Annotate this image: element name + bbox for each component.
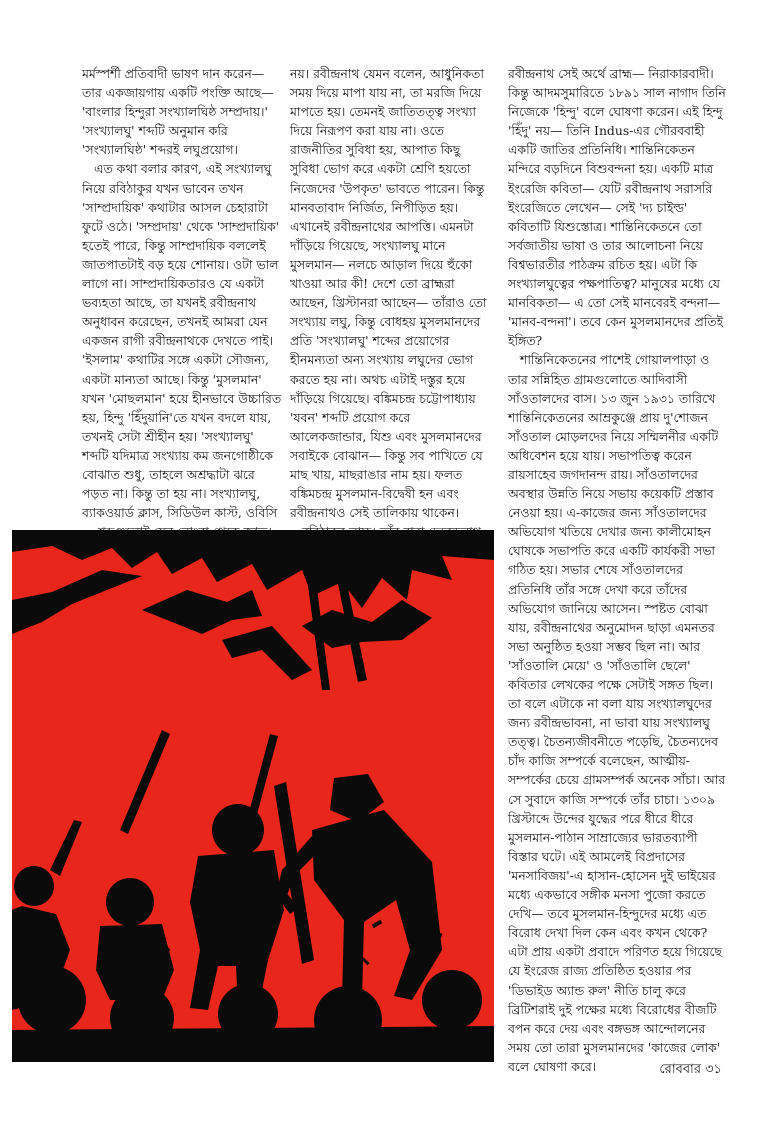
illustration — [12, 530, 494, 1062]
article-paragraph: এত কথা বলার কারণ, এই সংখ্যালঘু নিয়ে রবিঠাকুর যখন ভাবেন তখন 'সাম্প্রদায়িক' কথাটার আসল চেহারাটা ফুটে ওঠে। 'সম্প্রদায়' থেকে 'সাম্প্রদায়িক' হতেই পারে, কিন্তু সাম্প্রদায়িক বললেই জাতপাতটাই বড় হয়ে শোনায়। ওটা ভাল লাগে না। সাম্প্রদায়িকতারও যে একটা ভব্যহতা আছে, তা যখনই রবীন্দ্রনাথ অনুধাবন করেছেন, তখনই আমরা যেন একজন রাগী রবীন্দ্রনাথকে দেখতে পাই। 'ইসলাম' কথাটির সঙ্গে একটা সৌজন্য, একটা মান্যতা আছে। কিন্তু 'মুসলমান' যখন 'মোছলমান' হয়ে হীনভাবে উচ্চারিত হয়, হিন্দু 'হিঁদুয়ানি'তে যখন বদলে যায়, তখনই সেটা শ্রীহীন হয়। 'সংখ্যালঘু' শব্দটি যদিমাত্র সংখ্যায় কম জনগোষ্ঠীকে বোঝাত শুধু, তাহলে অশ্রদ্ধাটা ঝরে পড়ত না। কিন্তু তা হয় না। সংখ্যালঘু, ব্যাকওয়ার্ড ক্লাস, সিডিউল কাস্ট, ওবিসি — [82, 161, 282, 521]
article-column-1 — [82, 64, 282, 560]
page-footer: রোববার ৩১ — [659, 1062, 722, 1077]
article-paragraph: শান্তিনিকেতনের পাশেই গোয়ালপাড়া ও তার সন্নিহিত গ্রামগুলোতে আদিবাসী সাঁওতালদের বাস। ১৩ জুন ১৯৩১ তারিখে শান্তিনিকেতনের আম্রকুঞ্জে প্রায় দু'শোজন সাঁওতাল মোড়লদের নিয়ে সম্মিলনীর একটি অধিবেশন হয়ে যায়। সভাপতিত্ব করেন রায়সাহেব জগদানন্দ রায়। সাঁওতালদের অবস্থার উন্নতি নিয়ে সভায় কয়েকটি প্রস্তাব নেওয়া হয়। এ-কাজের জন্য সাঁওতালদের অভিযোগ খতিয়ে দেখার জন্য কালীমোহন ঘোষকে সভাপতি করে একটি কার্যকরী সভা গঠিত হয়। সভার শেষে সাঁওতালদের প্রতিনিধি তাঁর সঙ্গে দেখা করে তাঁদের অভিযোগ জানিয়ে আসেন। স্পষ্টত বোঝা যায়, রবীন্দ্রনাথের অনুমোদন ছাড়া এমনতর সভা অনুষ্ঠিত হওয়া সম্ভব ছিল না। আর 'সাঁওতালি মেয়ে' ও 'সাঁওতালি ছেলে' কবিতার লেখকের পক্ষে সেটাই সঙ্গত ছিল। তা বলে এটাকে না বলা যায় সংখ্যালঘুদের জন্য রবীন্দ্রভাবনা, না ভাবা যায় সংখ্যালঘু তত্ত্ব। চৈতন্যজীবনীতে পড়েছি, চৈতন্যদেব চাঁদ কাজি সম্পর্কে বলেছেন, আত্মীয়-সম্পর্কের চেয়ে গ্রামসম্পর্ক অনেক সাঁচা। আর সে সুবাদে কাজি সম্পর্কে তাঁর চাচা। ১৩০৯ খ্রিস্টাব্দে উন্দের যুদ্ধের পরে ধীরে ধীরে মুসলমান-পাঠান সাম্রাজ্যের ভারতব্যাপী বিস্তার ঘটে। এই আমলেই বিপ্রদাসের 'মনসাবিজয়'-এ হাসান-হোসেন দুই ভাইয়ের মধ্যে একভাবে সঙ্গীক মনসা পুজো করতে দেখি— তবে মুসলমান-হিন্দুদের মধ্যে এত বিরোধ দেখা দিল কেন এবং কখন থেকে? এটা প্রায় একটা প্রবাদে পরিণত হয়ে গিয়েছে যে ইংরেজ রাজ্য প্রতিষ্ঠিত হওয়ার পর 'ডিভাইড অ্যান্ড রুল' নীতি চালু করে ব্রিটিশরাই দুই পক্ষের মধ্যে বিরোধের বীজটি বপন করে দেয় এবং বঙ্গভঙ্গ আন্দোলনের সময় তো তারা মুসলমানদের 'কাজের লোক' বলে ঘোষণা করে। — [508, 352, 726, 1074]
article-column-3 — [508, 64, 726, 1076]
article-paragraph: রবীন্দ্রনাথ সেই অর্থে ব্রাহ্ম— নিরাকারবাদী। কিন্তু আদমসুমারিতে ১৮৯১ সাল নাগাদ তিনি নিজেকে 'হিন্দু' বলে ঘোষণা করেন। এই হিন্দু 'হিঁদু' নয়— তিনি Indus-এর গৌরববাহী একটি জাতির প্রতিনিধি। শান্তিনিকেতন মন্দিরে বড়দিনে বিশুবন্দনা হয়। একটি মাত্র ইংরেজি কবিতা— যেটি রবীন্দ্রনাথ সরাসরি ইংরেজিতে লেখেন— সেই 'দ্য চাইল্ড' কবিতাটি যিশুস্তোত্র। শান্তিনিকেতনে তো সর্বজাতীয় ভাষা ও তার আলোচনা নিয়ে বিশ্বভারতীর পাঠক্রম রচিত হয়। এটা কি সংখ্যালঘুত্বের পক্ষপাতিত্ব? মানুষের মধ্যে যে মানবিকতা— এ তো সেই মানবেরই বন্দনা— 'মানব-বন্দনা'। তবে কেন মুসলমানদের প্রতিই ইঙ্গিত? — [508, 66, 726, 349]
silhouette-illustration — [12, 530, 494, 1062]
article-paragraph: নয়। রবীন্দ্রনাথ যেমন বলেন, আধুনিকতা সময় দিয়ে মাপা যায় না, তা মরজি দিয়ে মাপতে হয়। তেমনই জাতিতত্ত্ব সংখ্যা দিয়ে নিরূপণ করা যায় না। ওতে রাজনীতির সুবিধা হয়, আপাত কিছু সুবিধা ভোগ করে একটা শ্রেণি হয়তো নিজেদের 'উপকৃত' ভাবতে পারেন। কিন্তু মানবতাবাদ নির্জিত, নিপীড়িত হয়। এখানেই রবীন্দ্রনাথের আপত্তি। এমনটা দাঁড়িয়ে গিয়েছে, সংখ্যালঘু মানে মুসলমান— নলচে আড়াল দিয়ে হুঁকো খাওয়া আর কী! দেশে তো ব্রাহ্মরা আছেন, খ্রিস্টানরা আছেন— তাঁরাও তো সংখ্যায় লঘু, কিন্তু বোধহয় মুসলমানদের প্রতি 'সংখ্যালঘু' শব্দের প্রয়োগের হীনমন্যতা অন্য সংখ্যায় লঘুদের ভোগ করতে হয় না। অথচ এটাই দস্তুর হয়ে দাঁড়িয়ে গিয়েছে। বঙ্কিমচন্দ্র চট্টোপাধ্যায় 'যবন' শব্দটি প্রয়োগ করে আলেকজান্ডার, যিশু এবং মুসলমানদের সবাইকে বোঝান— কিন্তু সব পাখিতে যে মাছ খায়, মাছরাঙার নাম হয়। ফলত বঙ্কিমচন্দ্র মুসলমান-বিদ্বেষী হন এবং রবীন্দ্রনাথও সেই তালিকায় থাকেন। — [290, 66, 487, 521]
article-paragraph: মর্মস্পর্শী প্রতিবাদী ভাষণ দান করেন— তার একজায়গায় একটি পংক্তি আছে— 'বাংলার হিন্দুরা সংখ্যালঘিষ্ঠ সম্প্রদায়।' 'সংখ্যালঘু' শব্দটি অনুমান করি 'সংখ্যালঘিষ্ঠ' শব্দরই লঘুপ্রয়োগ। — [82, 66, 274, 158]
